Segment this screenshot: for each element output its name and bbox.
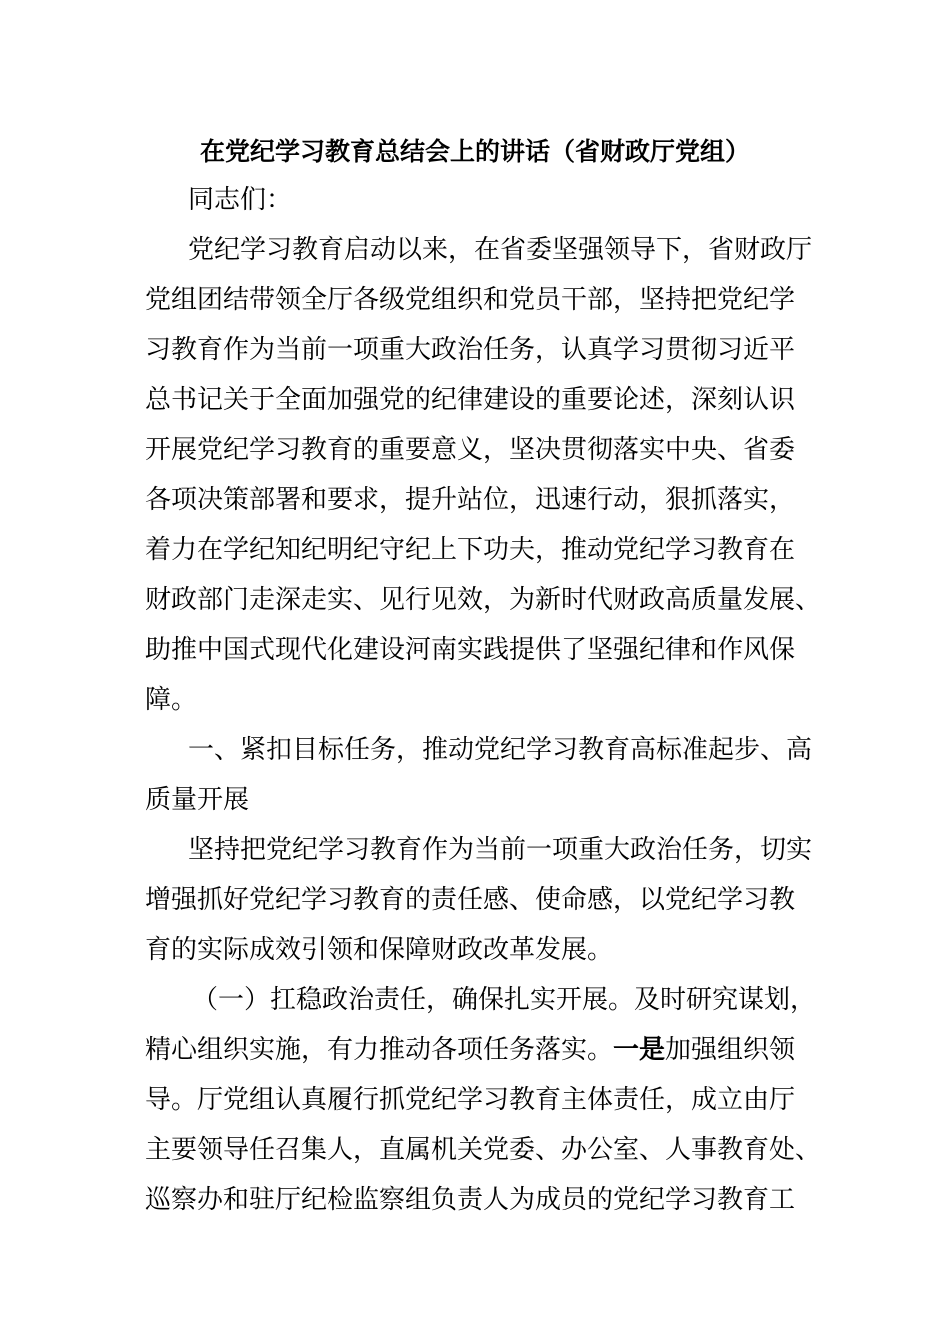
emphasis-text: 一是 xyxy=(613,1035,666,1065)
paragraph-line: 习教育作为当前一项重大政治任务，认真学习贯彻习近平 xyxy=(145,335,796,365)
paragraph-text: 加强组织领 xyxy=(665,1035,796,1065)
paragraph-line: 坚持把党纪学习教育作为当前一项重大政治任务，切实 xyxy=(188,835,813,865)
subsection-line: （一）扛稳政治责任，确保扎实开展。及时研究谋划， xyxy=(192,985,817,1015)
paragraph-line: 助推中国式现代化建设河南实践提供了坚强纪律和作风保 xyxy=(145,635,796,665)
section-heading-line: 一、紧扣目标任务，推动党纪学习教育高标准起步、高 xyxy=(188,735,813,765)
paragraph-line: 导。厅党组认真履行抓党纪学习教育主体责任，成立由厅 xyxy=(145,1085,796,1115)
paragraph-line: 财政部门走深走实、见行见效，为新时代财政高质量发展、 xyxy=(145,585,822,615)
paragraph-line: 主要领导任召集人，直属机关党委、办公室、人事教育处、 xyxy=(145,1135,822,1165)
paragraph-line: 党纪学习教育启动以来，在省委坚强领导下，省财政厅 xyxy=(188,235,813,265)
paragraph-line: 各项决策部署和要求，提升站位，迅速行动，狠抓落实， xyxy=(145,485,796,515)
paragraph-line xyxy=(145,1030,795,1070)
paragraph-line: 障。 xyxy=(145,685,198,715)
paragraph-line: 党组团结带领全厅各级党组织和党员干部，坚持把党纪学 xyxy=(145,285,796,315)
paragraph-line: 巡察办和驻厅纪检监察组负责人为成员的党纪学习教育工 xyxy=(145,1185,796,1215)
salutation: 同志们： xyxy=(188,185,293,215)
section-heading-line: 质量开展 xyxy=(145,785,250,815)
document-title: 在党纪学习教育总结会上的讲话（省财政厅党组） xyxy=(199,137,750,166)
paragraph-line: 育的实际成效引领和保障财政改革发展。 xyxy=(145,935,614,965)
paragraph-line: 开展党纪学习教育的重要意义，坚决贯彻落实中央、省委 xyxy=(145,435,796,465)
paragraph-line: 增强抓好党纪学习教育的责任感、使命感，以党纪学习教 xyxy=(145,885,796,915)
paragraph-line: 总书记关于全面加强党的纪律建设的重要论述，深刻认识 xyxy=(145,385,796,415)
paragraph-text: 精心组织实施，有力推动各项任务落实。 xyxy=(145,1035,614,1065)
paragraph-line: 着力在学纪知纪明纪守纪上下功夫，推动党纪学习教育在 xyxy=(145,535,796,565)
